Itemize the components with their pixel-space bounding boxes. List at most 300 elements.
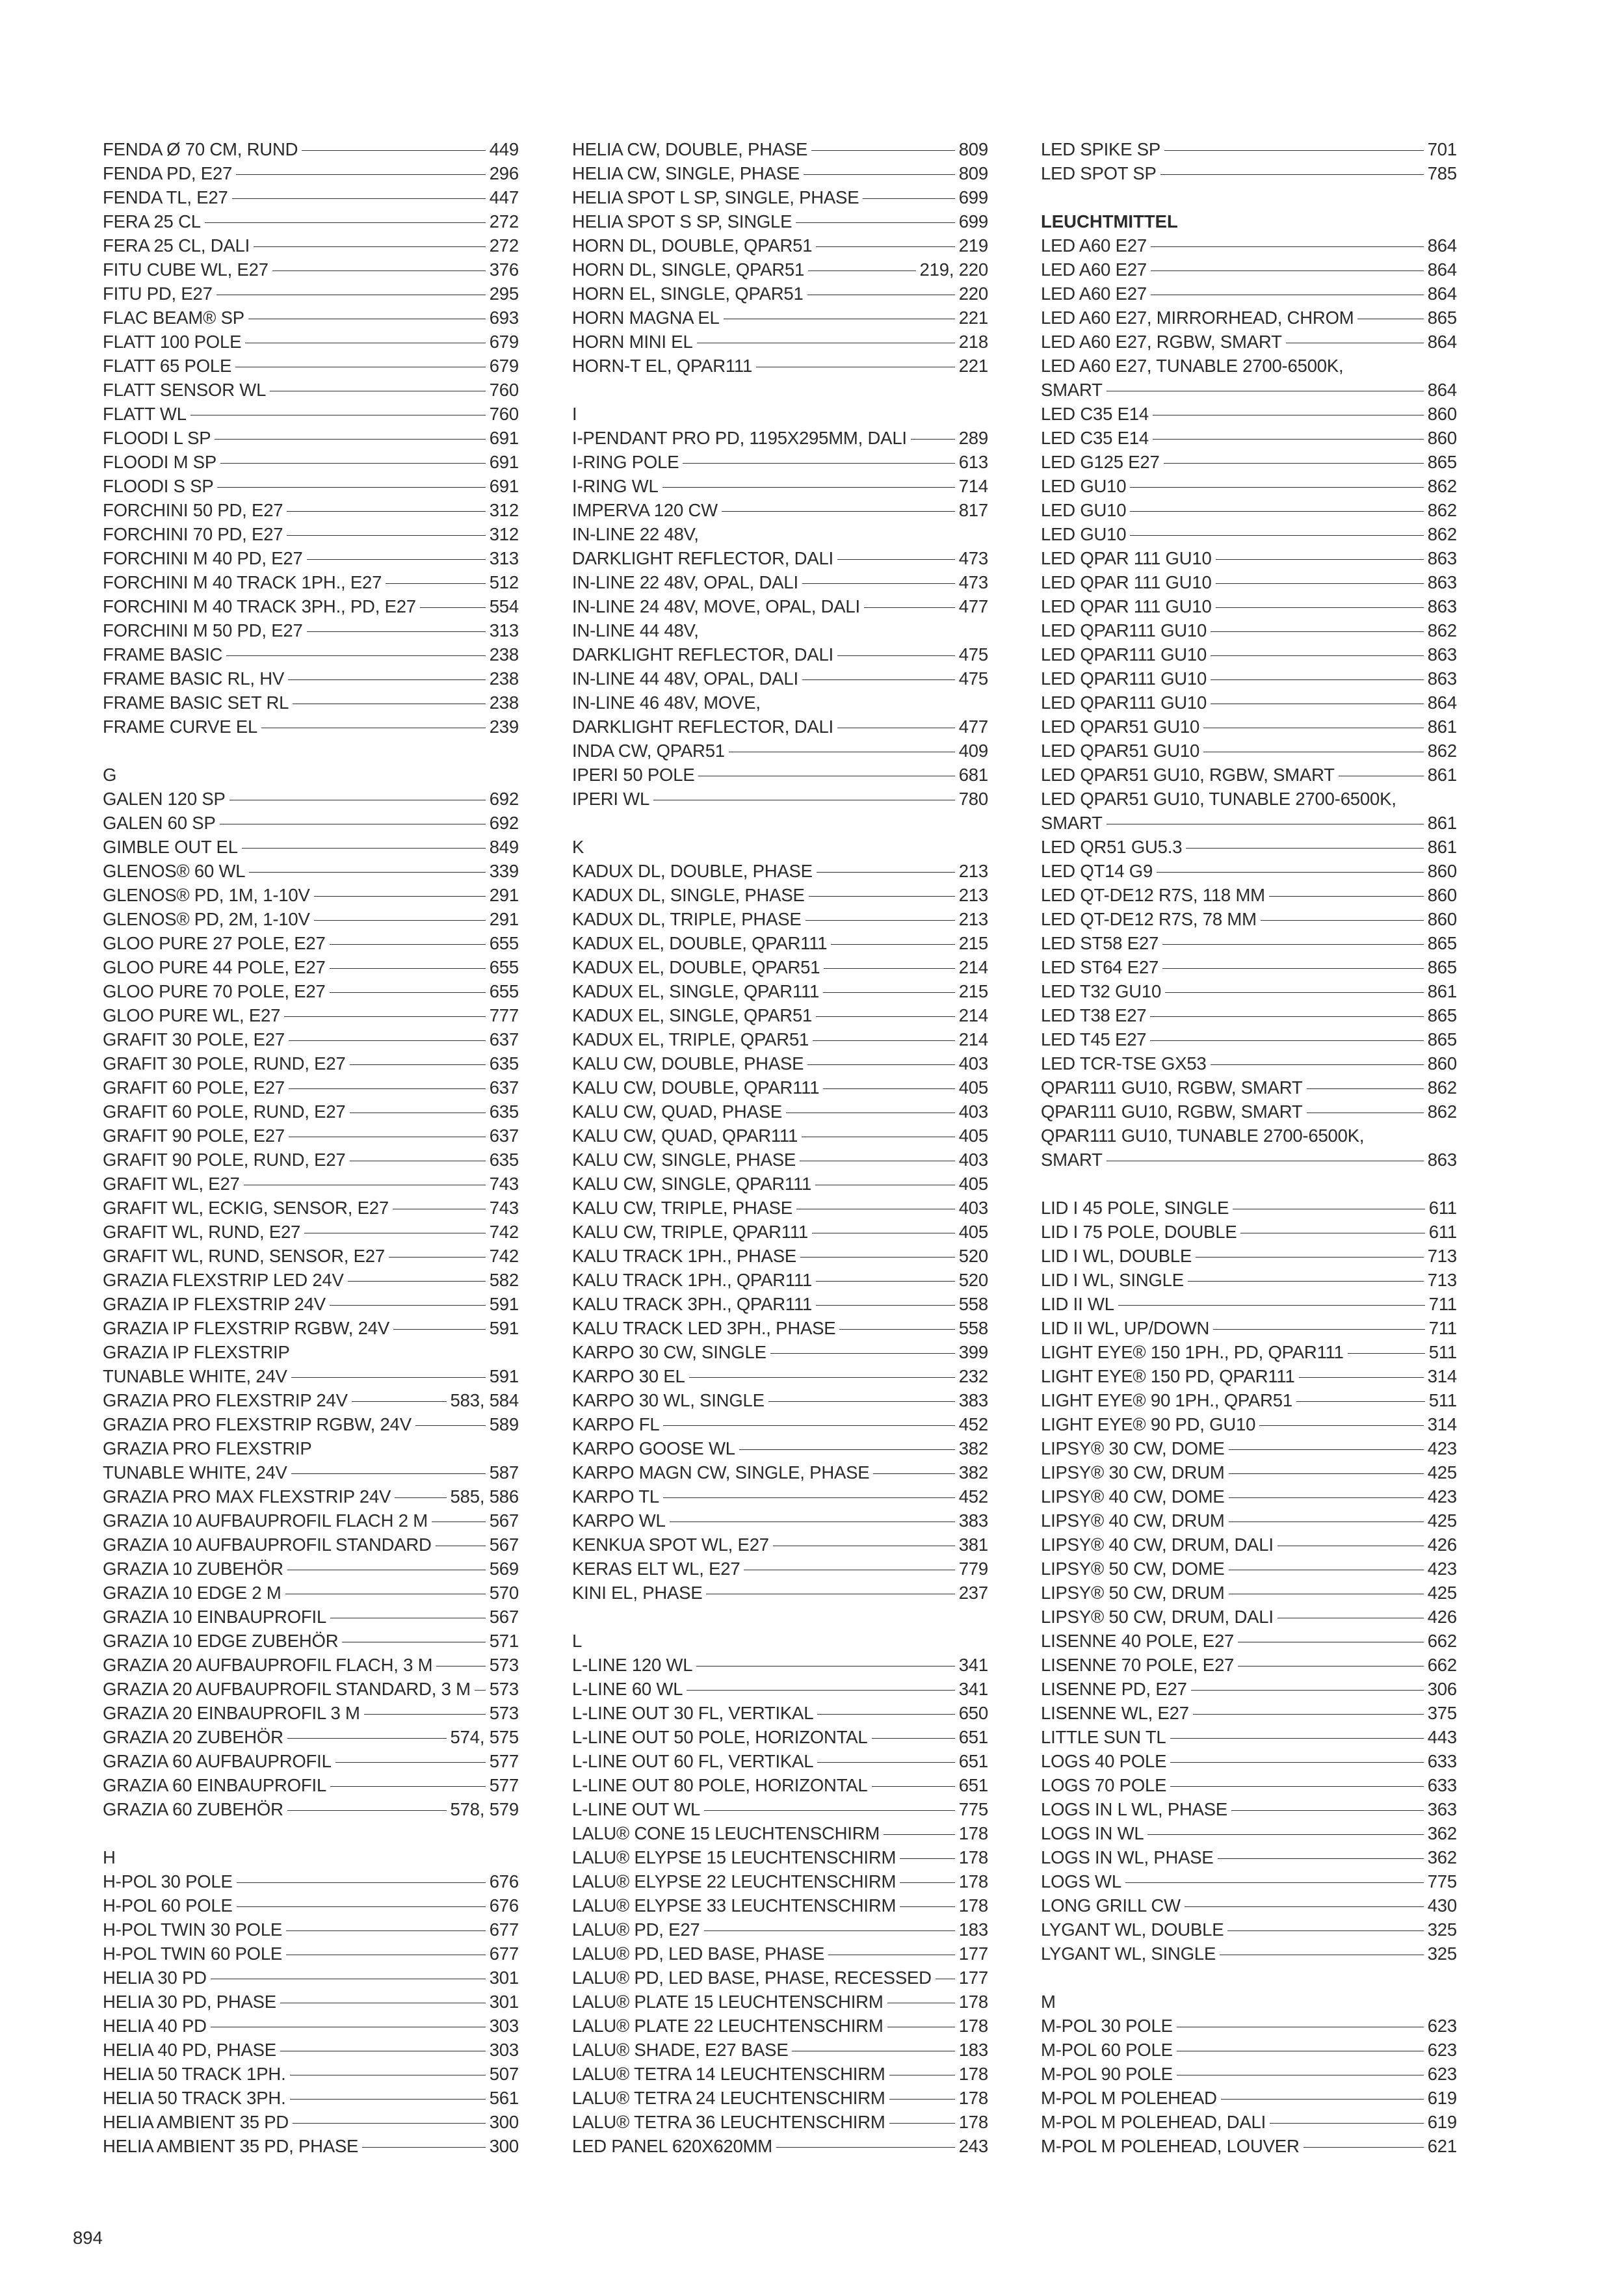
index-entry (1041, 137, 1457, 161)
entry-page: 558 (958, 1318, 988, 1338)
index-entry (572, 1412, 988, 1436)
entry-name: FENDA TL, E27 (103, 187, 228, 207)
entry-name: GRAZIA FLEXSTRIP LED 24V (103, 1270, 344, 1290)
entry-page: 701 (1427, 139, 1457, 159)
entry-name: LED QR51 GU5.3 (1041, 837, 1183, 857)
index-entry (572, 257, 988, 282)
index-entry (572, 233, 988, 257)
index-entry (1041, 330, 1457, 354)
entry-page: 860 (1427, 404, 1457, 424)
index-entry (103, 354, 519, 378)
entry-page: 863 (1427, 1150, 1457, 1170)
leader-line (1157, 872, 1424, 873)
index-entry (1041, 1773, 1457, 1797)
leader-line (1125, 1882, 1424, 1883)
entry-page: 623 (1427, 2016, 1457, 2036)
index-entry (103, 907, 519, 931)
entry-name: GRAFIT 60 POLE, RUND, E27 (103, 1101, 346, 1122)
entry-name: SMART (1041, 813, 1103, 833)
index-entry (103, 378, 519, 402)
leader-line (284, 1016, 485, 1017)
leader-line (287, 1738, 447, 1739)
entry-name: LED QT-DE12 R7S, 78 MM (1041, 909, 1257, 929)
index-entry (1041, 498, 1457, 522)
entry-page: 676 (489, 1895, 519, 1916)
entry-page: 760 (489, 380, 519, 400)
index-entry (1041, 883, 1457, 907)
section-gap (103, 1821, 519, 1845)
entry-page: 312 (489, 500, 519, 520)
entry-name: GRAFIT 90 POLE, E27 (103, 1126, 285, 1146)
entry-name: IPERI WL (572, 789, 650, 809)
entry-name: LOGS 40 POLE (1041, 1751, 1167, 1771)
entry-page: 409 (958, 741, 988, 761)
leader-line (796, 222, 954, 223)
leader-line (1186, 848, 1423, 849)
entry-page: 862 (1427, 620, 1457, 640)
entry-name: GRAFIT 30 POLE, RUND, E27 (103, 1053, 346, 1074)
entry-name: LED G125 E27 (1041, 452, 1160, 472)
entry-name: LALU® PD, LED BASE, PHASE (572, 1943, 825, 1964)
section-gap (572, 378, 988, 402)
index-entry (1041, 2134, 1457, 2158)
entry-name: LITTLE SUN TL (1041, 1727, 1166, 1747)
entry-page: 362 (1427, 1823, 1457, 1843)
entry-name: LED QPAR51 GU10 (1041, 741, 1200, 761)
entry-page: 314 (1427, 1366, 1457, 1386)
entry-page: 405 (958, 1174, 988, 1194)
entry-name: GRAZIA 20 EINBAUPROFIL 3 M (103, 1703, 360, 1723)
entry-page: 691 (489, 452, 519, 472)
leader-line (1211, 655, 1424, 656)
entry-name: KARPO TL (572, 1486, 659, 1507)
index-entry (1041, 257, 1457, 282)
entry-name: HELIA 30 PD, PHASE (103, 1992, 276, 2012)
entry-page: 214 (958, 1005, 988, 1025)
entry-page: 300 (489, 2136, 519, 2156)
leader-line (1164, 150, 1424, 151)
index-entry (103, 570, 519, 594)
index-entry (1041, 666, 1457, 691)
index-entry (103, 185, 519, 209)
entry-name: LIPSY® 30 CW, DOME (1041, 1438, 1225, 1458)
index-entry (1041, 739, 1457, 763)
leader-line (1221, 2099, 1424, 2100)
entry-page: 865 (1427, 452, 1457, 472)
entry-name: I-RING WL (572, 476, 659, 496)
index-entry (572, 931, 988, 955)
leader-line (811, 150, 955, 151)
index-entry (103, 1268, 519, 1292)
entry-page: 623 (1427, 2040, 1457, 2060)
index-entry (103, 282, 519, 306)
entry-page: 178 (958, 1895, 988, 1916)
entry-page: 569 (489, 1559, 519, 1579)
entry-name: IN-LINE 24 48V, MOVE, OPAL, DALI (572, 596, 860, 616)
index-entry (572, 1557, 988, 1581)
index-entry (572, 161, 988, 185)
leader-line (807, 1064, 954, 1065)
entry-page: 633 (1427, 1751, 1457, 1771)
entry-page: 637 (489, 1077, 519, 1098)
index-entry (572, 1388, 988, 1412)
leader-line (352, 1401, 447, 1402)
entry-name: KARPO 30 WL, SINGLE (572, 1390, 765, 1410)
entry-page: 567 (489, 1607, 519, 1627)
index-entry (103, 1749, 519, 1773)
entry-page: 860 (1427, 1053, 1457, 1074)
index-entry (572, 2134, 988, 2158)
entry-page: 219 (958, 235, 988, 256)
entry-name: GRAZIA 60 ZUBEHÖR (103, 1799, 283, 1819)
entry-page: 213 (958, 861, 988, 881)
leader-line (704, 1810, 955, 1811)
index-entry (1041, 2038, 1457, 2062)
leader-line (683, 463, 954, 464)
entry-page: 777 (489, 1005, 519, 1025)
entry-page: 475 (958, 668, 988, 689)
entry-page: 713 (1427, 1246, 1457, 1266)
leader-line (330, 968, 486, 969)
leader-line (314, 920, 486, 921)
index-entry (1041, 282, 1457, 306)
entry-name: L-LINE OUT 80 POLE, HORIZONTAL (572, 1775, 868, 1795)
entry-name: HORN DL, DOUBLE, QPAR51 (572, 235, 813, 256)
section-heading: H (103, 1847, 116, 1867)
entry-name: LALU® ELYPSE 33 LEUCHTENSCHIRM (572, 1895, 897, 1916)
leader-line (1118, 1305, 1425, 1306)
entry-name: FRAME BASIC SET RL (103, 692, 289, 713)
entry-page: 699 (958, 187, 988, 207)
leader-line (395, 1497, 446, 1498)
leader-line (722, 511, 955, 512)
entry-page: 862 (1427, 500, 1457, 520)
index-entry (572, 1966, 988, 1990)
index-entry (1041, 306, 1457, 330)
leader-line (1151, 246, 1424, 247)
leader-line (1130, 511, 1423, 512)
entry-page: 423 (1427, 1486, 1457, 1507)
entry-page: 341 (958, 1679, 988, 1699)
entry-page: 399 (958, 1342, 988, 1362)
entry-page: 178 (958, 2088, 988, 2108)
entry-name: DARKLIGHT REFLECTOR, DALI (572, 644, 833, 665)
entry-page: 405 (958, 1222, 988, 1242)
entry-name: LED C35 E14 (1041, 404, 1149, 424)
entry-name: LED SPIKE SP (1041, 139, 1161, 159)
entry-name: IN-LINE 44 48V, OPAL, DALI (572, 668, 798, 689)
entry-page: 362 (1427, 1847, 1457, 1867)
leader-line (237, 1906, 486, 1907)
entry-page: 567 (489, 1510, 519, 1531)
leader-line (287, 1810, 447, 1811)
entry-page: 574, 575 (450, 1727, 519, 1747)
entry-page: 862 (1427, 476, 1457, 496)
leader-line (662, 487, 955, 488)
entry-name: H-POL 30 POLE (103, 1871, 233, 1891)
entry-page: 692 (489, 813, 519, 833)
leader-line (768, 1401, 955, 1402)
entry-name: KALU CW, DOUBLE, QPAR111 (572, 1077, 820, 1098)
index-entry (103, 1196, 519, 1220)
entry-page: 300 (489, 2112, 519, 2132)
index-entry (103, 1508, 519, 1533)
entry-page: 662 (1427, 1655, 1457, 1675)
leader-line (1196, 1257, 1424, 1258)
entry-name: GRAZIA 20 ZUBEHÖR (103, 1727, 283, 1747)
index-entry (1041, 1869, 1457, 1893)
entry-name-continued: IN-LINE 46 48V, MOVE, (572, 692, 761, 713)
entry-name: GRAFIT WL, ECKIG, SENSOR, E27 (103, 1198, 389, 1218)
entry-name: KADUX EL, TRIPLE, QPAR51 (572, 1029, 809, 1049)
index-entry (1041, 1484, 1457, 1508)
entry-name: LOGS IN WL, PHASE (1041, 1847, 1214, 1867)
entry-page: 865 (1427, 933, 1457, 953)
index-entry (1041, 594, 1457, 618)
leader-line (1259, 1425, 1423, 1426)
entry-page: 447 (489, 187, 519, 207)
leader-line (817, 1762, 954, 1763)
index-entry (1041, 1653, 1457, 1677)
entry-name-continued: IN-LINE 22 48V, (572, 524, 699, 544)
entry-name: KALU TRACK 1PH., QPAR111 (572, 1270, 813, 1290)
index-entry (103, 931, 519, 955)
entry-name: KADUX EL, DOUBLE, QPAR111 (572, 933, 828, 953)
index-entry (572, 1172, 988, 1196)
entry-page: 651 (958, 1775, 988, 1795)
index-entry (572, 1508, 988, 1533)
entry-page: 679 (489, 356, 519, 376)
index-entry (572, 1003, 988, 1027)
entry-page: 382 (958, 1438, 988, 1458)
index-entry (103, 306, 519, 330)
entry-page: 507 (489, 2064, 519, 2084)
index-entry (103, 1388, 519, 1412)
entry-page: 583, 584 (450, 1390, 519, 1410)
entry-name: LIGHT EYE® 90 PD, GU10 (1041, 1414, 1256, 1434)
entry-name: KALU CW, SINGLE, QPAR111 (572, 1174, 812, 1194)
index-entry (1041, 474, 1457, 498)
entry-name: LOGS 70 POLE (1041, 1775, 1167, 1795)
entry-name-continued: GRAZIA PRO FLEXSTRIP (103, 1438, 312, 1458)
entry-name: FLAC BEAM® SP (103, 308, 244, 328)
entry-name: FORCHINI M 40 PD, E27 (103, 548, 303, 568)
index-entry (1041, 1412, 1457, 1436)
entry-name: LID I 45 POLE, SINGLE (1041, 1198, 1229, 1218)
leader-line (232, 198, 486, 199)
index-entry (572, 426, 988, 450)
entry-name: KARPO WL (572, 1510, 666, 1531)
entry-page: 677 (489, 1943, 519, 1964)
entry-name: LIPSY® 30 CW, DRUM (1041, 1462, 1225, 1482)
index-entry (103, 450, 519, 474)
entry-name: GLENOS® PD, 1M, 1-10V (103, 885, 310, 905)
entry-page: 452 (958, 1414, 988, 1434)
entry-name: M-POL M POLEHEAD, DALI (1041, 2112, 1266, 2132)
leader-line (217, 487, 485, 488)
leader-line (864, 607, 955, 608)
index-entry (1041, 1100, 1457, 1124)
entry-name: LED QPAR51 GU10, RGBW, SMART (1041, 765, 1335, 785)
leader-line (1188, 1281, 1424, 1282)
index-entry (572, 354, 988, 378)
index-entry (103, 1148, 519, 1172)
entry-name: LID II WL, UP/DOWN (1041, 1318, 1210, 1338)
entry-name: KADUX EL, DOUBLE, QPAR51 (572, 957, 820, 977)
entry-name: HORN MAGNA EL (572, 308, 720, 328)
entry-name: L-LINE OUT WL (572, 1799, 701, 1819)
entry-page: 567 (489, 1535, 519, 1555)
leader-line (816, 1016, 955, 1017)
entry-page: 864 (1427, 692, 1457, 713)
entry-name: GALEN 120 SP (103, 789, 226, 809)
index-entry (572, 979, 988, 1003)
entry-page: 473 (958, 548, 988, 568)
leader-line (889, 2123, 955, 2124)
leader-line (776, 2147, 955, 2148)
entry-name: DARKLIGHT REFLECTOR, DALI (572, 548, 833, 568)
entry-page: 232 (958, 1366, 988, 1386)
entry-name: LED QT-DE12 R7S, 118 MM (1041, 885, 1265, 905)
entry-page: 849 (489, 837, 519, 857)
entry-page: 619 (1427, 2112, 1457, 2132)
index-entry (1041, 835, 1457, 859)
entry-name: LALU® TETRA 24 LEUCHTENSCHIRM (572, 2088, 885, 2108)
entry-page: 775 (958, 1799, 988, 1819)
index-entry (572, 1292, 988, 1316)
index-entry (103, 859, 519, 883)
entry-name: LOGS IN L WL, PHASE (1041, 1799, 1228, 1819)
entry-page: 635 (489, 1053, 519, 1074)
leader-line (415, 1425, 486, 1426)
entry-page: 635 (489, 1150, 519, 1170)
entry-name: KALU CW, SINGLE, PHASE (572, 1150, 796, 1170)
index-entry (103, 1316, 519, 1340)
entry-name-continued: LED QPAR51 GU10, TUNABLE 2700-6500K, (1041, 789, 1396, 809)
index-entry (572, 594, 988, 618)
entry-page: 452 (958, 1486, 988, 1507)
entry-name: SMART (1041, 380, 1103, 400)
leader-line (900, 1882, 954, 1883)
entry-page: 573 (489, 1679, 519, 1699)
entry-name: KALU CW, TRIPLE, QPAR111 (572, 1222, 809, 1242)
entry-page: 473 (958, 572, 988, 592)
entry-page: 863 (1427, 596, 1457, 616)
entry-name: LALU® ELYPSE 22 LEUCHTENSCHIRM (572, 1871, 897, 1891)
index-entry (1041, 570, 1457, 594)
entry-page: 864 (1427, 283, 1457, 304)
index-entry (572, 1821, 988, 1845)
entry-page: 633 (1427, 1775, 1457, 1795)
leader-line (205, 222, 486, 223)
index-entry (1041, 1364, 1457, 1388)
index-entry (1041, 450, 1457, 474)
entry-name-continued: IN-LINE 44 48V, (572, 620, 699, 640)
entry-name: GRAZIA 10 ZUBEHÖR (103, 1559, 283, 1579)
entry-name-continued: QPAR111 GU10, TUNABLE 2700-6500K, (1041, 1126, 1365, 1146)
entry-name: HELIA 30 PD (103, 1968, 207, 1988)
entry-page: 637 (489, 1126, 519, 1146)
entry-page: 520 (958, 1270, 988, 1290)
entry-name: LED A60 E27 (1041, 283, 1147, 304)
entry-page: 582 (489, 1270, 519, 1290)
entry-page: 865 (1427, 308, 1457, 328)
entry-page: 554 (489, 596, 519, 616)
section-heading: I (572, 404, 577, 424)
entry-page: 713 (1427, 1270, 1457, 1290)
entry-page: 426 (1427, 1535, 1457, 1555)
entry-name: LED T45 E27 (1041, 1029, 1147, 1049)
entry-page: 313 (489, 548, 519, 568)
entry-page: 760 (489, 404, 519, 424)
index-column-2 (572, 137, 988, 2158)
leader-line (1191, 1690, 1424, 1691)
entry-page: 863 (1427, 644, 1457, 665)
entry-name: LISENNE 70 POLE, E27 (1041, 1655, 1235, 1675)
index-entry (572, 1124, 988, 1148)
entry-name: LOGS IN WL (1041, 1823, 1144, 1843)
entry-page: 213 (958, 909, 988, 929)
index-entry (572, 1340, 988, 1364)
entry-name: FENDA Ø 70 CM, RUND (103, 139, 298, 159)
entry-page: 237 (958, 1583, 988, 1603)
index-entry (1041, 1629, 1457, 1653)
entry-page: 711 (1428, 1294, 1457, 1314)
entry-name: FLOODI M SP (103, 452, 217, 472)
entry-page: 477 (958, 596, 988, 616)
index-entry (103, 2086, 519, 2110)
leader-line (704, 1930, 955, 1931)
entry-page: 291 (489, 885, 519, 905)
entry-name: GRAZIA 10 AUFBAUPROFIL STANDARD (103, 1535, 432, 1555)
entry-name: KADUX DL, SINGLE, PHASE (572, 885, 805, 905)
entry-name: M-POL M POLEHEAD (1041, 2088, 1217, 2108)
leader-line (287, 511, 485, 512)
section-gap (572, 1605, 988, 1629)
entry-page: 511 (1428, 1342, 1457, 1362)
entry-name: FERA 25 CL (103, 211, 201, 231)
leader-line (288, 679, 486, 680)
entry-name: LIPSY® 40 CW, DRUM, DALI (1041, 1535, 1274, 1555)
index-entry (572, 1484, 988, 1508)
index-entry (1041, 1196, 1457, 1220)
index-entry (103, 2134, 519, 2158)
entry-name: GRAFIT WL, RUND, E27 (103, 1222, 301, 1242)
leader-line (236, 174, 486, 175)
entry-name: FORCHINI M 50 PD, E27 (103, 620, 303, 640)
leader-line (816, 1305, 955, 1306)
entry-name: GLOO PURE 27 POLE, E27 (103, 933, 326, 953)
entry-page: 589 (489, 1414, 519, 1434)
index-entry (1041, 1797, 1457, 1821)
entry-name: GRAZIA 10 EINBAUPROFIL (103, 1607, 327, 1627)
index-entry (572, 185, 988, 209)
entry-page: 785 (1427, 163, 1457, 183)
entry-name-continued: LED A60 E27, TUNABLE 2700-6500K, (1041, 356, 1344, 376)
leader-line (687, 1690, 954, 1691)
entry-name: LIGHT EYE® 90 1PH., QPAR51 (1041, 1390, 1292, 1410)
entry-name: GLOO PURE 44 POLE, E27 (103, 957, 326, 977)
leader-line (816, 246, 954, 247)
entry-name: LID I 75 POLE, DOUBLE (1041, 1222, 1237, 1242)
entry-page: 573 (489, 1703, 519, 1723)
entry-page: 611 (1428, 1222, 1457, 1242)
index-entry (103, 666, 519, 691)
entry-name: LALU® ELYPSE 15 LEUCHTENSCHIRM (572, 1847, 897, 1867)
entry-page: 425 (1427, 1583, 1457, 1603)
leader-line (302, 150, 485, 151)
index-entry (103, 1557, 519, 1581)
